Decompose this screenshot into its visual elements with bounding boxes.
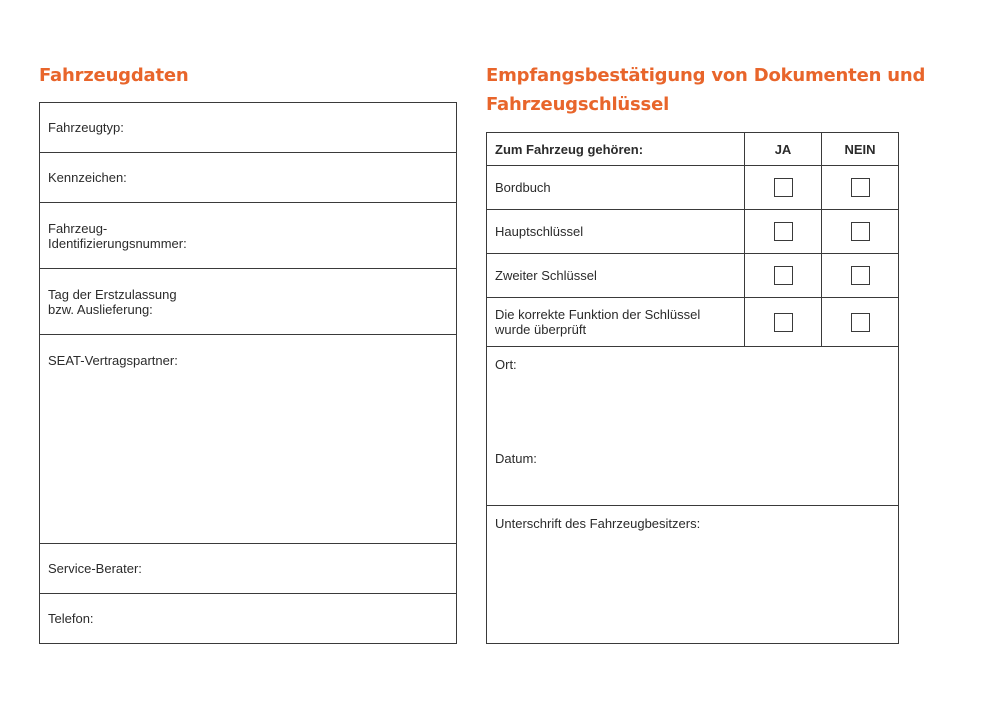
belongs-to-vehicle-header: Zum Fahrzeug gehören:: [487, 133, 745, 165]
item-label-key-function-check: Die korrekte Funktion der Schlüssel wurde überprüft: [487, 298, 745, 346]
signature-field[interactable]: [487, 506, 898, 643]
receipt-heading: Empfangsbestätigung von Dokumenten und Fahrzeugschlüssel: [486, 65, 926, 115]
vin-label: Fahrzeug- Identifizierungsnummer:: [48, 220, 187, 251]
registration-date-field[interactable]: [40, 269, 456, 335]
second-key-no-checkbox[interactable]: [851, 266, 870, 285]
phone-label: Telefon:: [48, 611, 94, 626]
table-row: [487, 210, 898, 254]
owners-manual-yes-checkbox[interactable]: [774, 178, 793, 197]
item-label-owners-manual: Bordbuch: [487, 166, 745, 209]
signature-label: Unterschrift des Fahrzeugbesitzers:: [495, 516, 701, 531]
registration-date-label: Tag der Erstzulassung bzw. Auslieferung:: [48, 286, 177, 317]
phone-field[interactable]: [40, 594, 456, 643]
key-function-yes-checkbox[interactable]: [774, 313, 793, 332]
license-plate-label: Kennzeichen:: [48, 170, 127, 185]
place-label: Ort:: [495, 357, 517, 372]
vehicle-type-field[interactable]: [40, 103, 456, 153]
main-key-yes-checkbox[interactable]: [774, 222, 793, 241]
second-key-yes-checkbox[interactable]: [774, 266, 793, 285]
vehicle-type-label: Fahrzeugtyp:: [48, 120, 124, 135]
service-advisor-label: Service-Berater:: [48, 561, 142, 576]
dealer-label: SEAT-Vertragspartner:: [48, 353, 178, 368]
item-label-main-key: Hauptschlüssel: [487, 210, 745, 253]
dealer-field[interactable]: [40, 335, 456, 544]
main-key-no-checkbox[interactable]: [851, 222, 870, 241]
key-function-no-checkbox[interactable]: [851, 313, 870, 332]
license-plate-field[interactable]: [40, 153, 456, 203]
receipt-table-header: [487, 133, 898, 166]
item-label-second-key: Zweiter Schlüssel: [487, 254, 745, 297]
table-row: [487, 166, 898, 210]
table-row: [487, 254, 898, 298]
service-advisor-field[interactable]: [40, 544, 456, 594]
owners-manual-no-checkbox[interactable]: [851, 178, 870, 197]
yes-column-header: JA: [745, 133, 822, 165]
table-row: [487, 298, 898, 347]
vehicle-data-heading: Fahrzeugdaten: [39, 65, 189, 86]
no-column-header: NEIN: [844, 141, 876, 157]
date-label: Datum:: [495, 451, 537, 466]
place-date-field[interactable]: [487, 347, 898, 506]
receipt-table: [486, 132, 899, 644]
vehicle-data-table: [39, 102, 457, 644]
vin-field[interactable]: [40, 203, 456, 269]
